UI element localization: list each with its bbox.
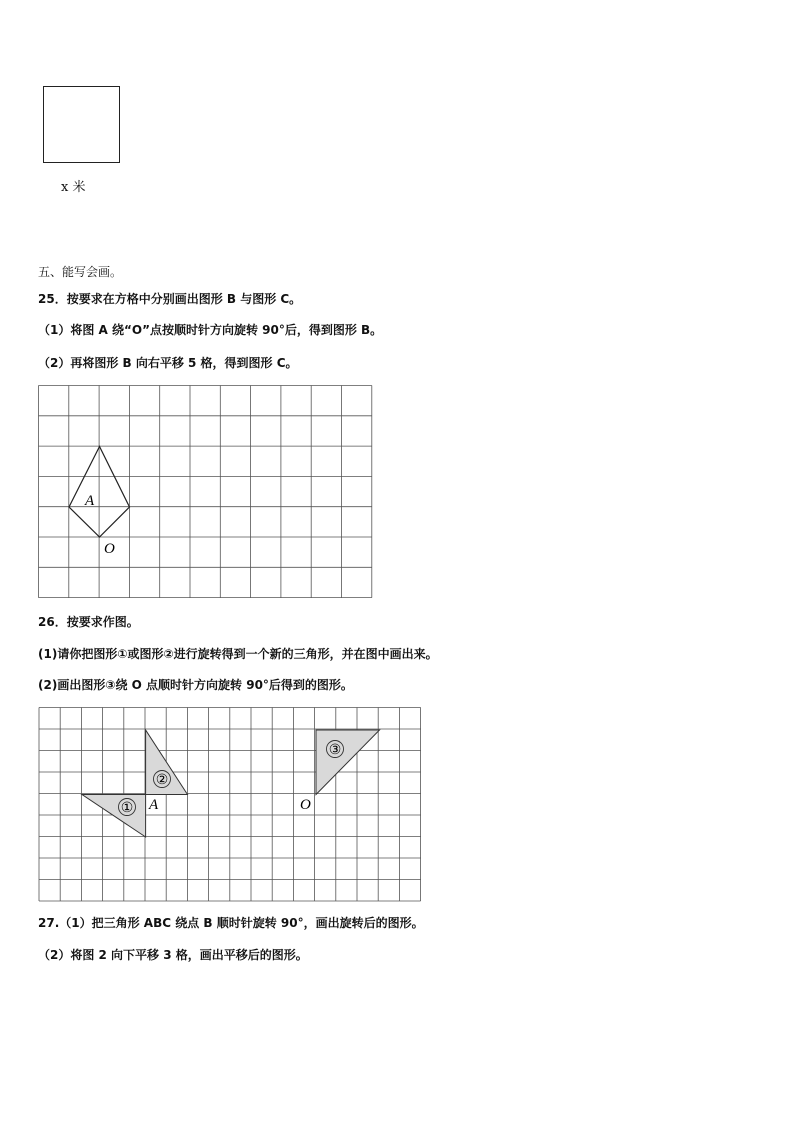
q25-step1: （1）将图 A 绕“O”点按顺时针方向旋转 90°后，得到图形 B。 bbox=[38, 323, 383, 337]
square-side-label: x 米 bbox=[61, 180, 86, 195]
q26-grid-figure bbox=[38, 706, 425, 904]
q25-grid bbox=[39, 386, 372, 598]
section-heading: 五、能写会画。 bbox=[38, 265, 123, 279]
q26-step1: (1)请你把图形①或图形②进行旋转得到一个新的三角形，并在图中画出来。 bbox=[38, 647, 438, 661]
q27-step1: 27.（1）把三角形 ABC 绕点 B 顺时针旋转 90°，画出旋转后的图形。 bbox=[38, 916, 424, 930]
point-a-label: A bbox=[149, 797, 159, 813]
q26-title: 26．按要求作图。 bbox=[38, 615, 139, 629]
shape-a-label: A bbox=[85, 493, 95, 509]
shape1-label: ① bbox=[120, 801, 134, 816]
q25-title: 25．按要求在方格中分别画出图形 B 与图形 C。 bbox=[38, 292, 302, 306]
q25-grid-figure bbox=[37, 384, 373, 599]
shape3-label: ③ bbox=[328, 743, 342, 758]
q26-step2: (2)画出图形③绕 O 点顺时针方向旋转 90°后得到的图形。 bbox=[38, 678, 353, 692]
shape2-label: ② bbox=[155, 773, 169, 788]
point-o-label: O bbox=[104, 541, 115, 557]
triangle-1 bbox=[82, 795, 146, 838]
square-figure bbox=[43, 86, 120, 163]
triangle-3 bbox=[316, 730, 380, 795]
q25-step2: （2）再将图形 B 向右平移 5 格，得到图形 C。 bbox=[38, 356, 298, 370]
point-o-label-26: O bbox=[300, 797, 311, 813]
q27-step2: （2）将图 2 向下平移 3 格，画出平移后的图形。 bbox=[38, 948, 308, 962]
